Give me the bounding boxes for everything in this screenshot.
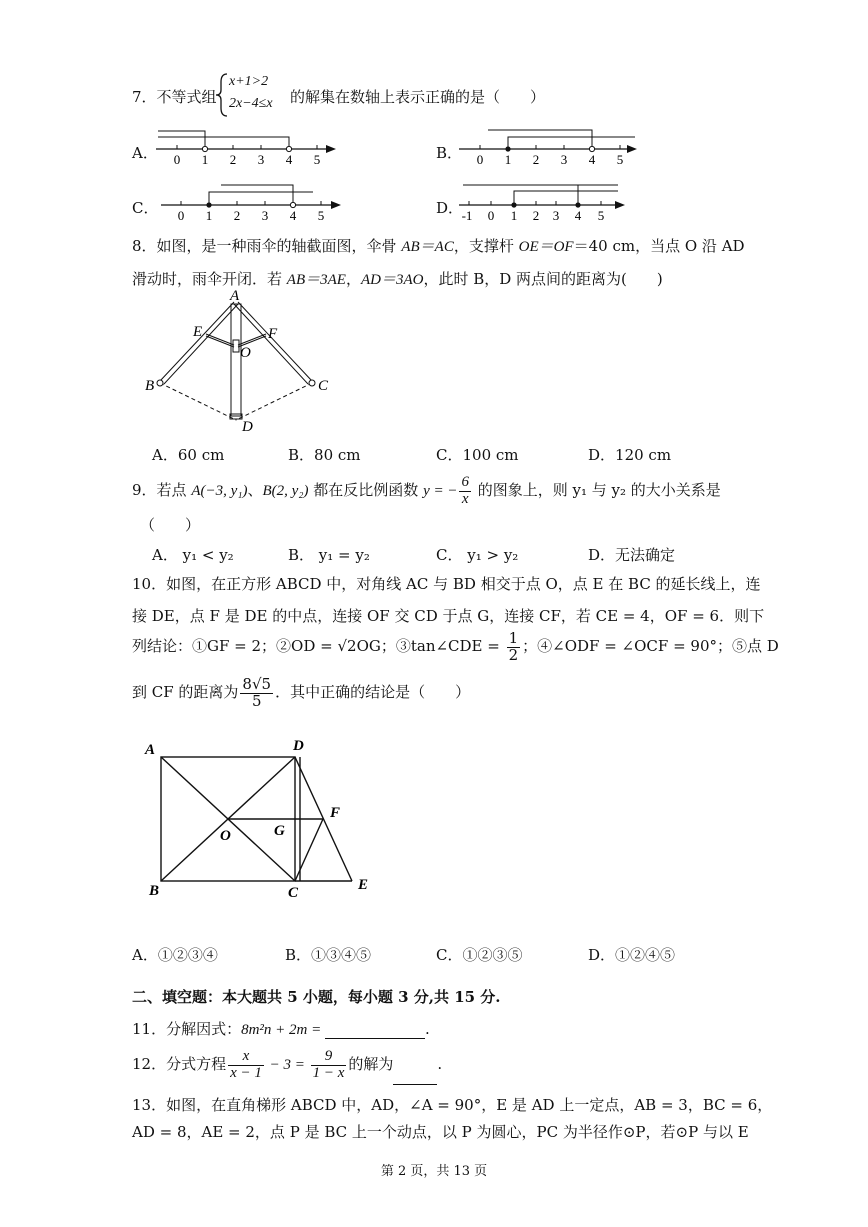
q7-number-line-a [150,124,340,168]
q13-line-1: 13．如图，在直角梯形 ABCD 中，AD，∠A = 90°，E 是 AD 上一定点，AB = 3，BC = 6， [132,1096,773,1114]
tick-label: 4 [588,152,596,167]
label-d: D [242,419,253,435]
q7-brace [215,72,229,118]
q11: 11．分解因式：8m²n + 2m = . [132,1020,430,1038]
label-o: O [220,828,231,844]
tick-label: 3 [552,208,560,223]
q8-option-d[interactable]: D．120 cm [588,446,672,464]
q8-option-a[interactable]: A．60 cm [152,446,225,464]
q9-fraction: $\frac{6}{x}$ [461,473,469,507]
tick-label: 4 [285,152,293,167]
tick-label: 0 [476,152,484,167]
q10-line-2: 接 DE，点 F 是 DE 的中点，连接 OF 交 CD 于点 G，连接 CF，若 CE = 4，OF = 6．则下 [132,607,765,625]
tick-label: 5 [317,208,325,223]
q7-number-line-b [455,124,645,168]
tick-label: 1 [510,208,518,223]
q8-option-b[interactable]: B．80 cm [288,446,361,464]
tick-label: 4 [574,208,582,223]
section-2-title: 二、填空题：本大题共 5 小题，每小题 3 分,共 15 分. [132,988,501,1006]
q12: 12．分式方程 $\frac{x}{x - 1}$ − 3 = $\frac{9}{1 - x}$ 的解为 . [132,1044,442,1085]
tick-label: 2 [532,152,540,167]
label-e: E [193,324,203,340]
q7-ineq-2: 2x−4≤x [229,96,273,111]
q10-line-4: 到 CF 的距离为 $\frac{8√5}{5}$ ．其中正确的结论是（ ） [132,674,471,710]
tick-label: 5 [597,208,605,223]
tick-label: 0 [487,208,495,223]
label-o: O [240,345,251,361]
q10-option-a[interactable]: A．①②③④ [132,946,218,964]
q13-line-2: AD = 8，AE = 2，点 P 是 BC 上一个动点，以 P 为圆心，PC 为半径作⊙P，若⊙P 与以 E [132,1123,749,1141]
q8-option-c[interactable]: C．100 cm [436,446,519,464]
tick-label: 1 [205,208,213,223]
tick-label: 5 [616,152,624,167]
q9-option-a[interactable]: A． y₁ < y₂ [152,546,234,564]
q7-stem-prefix: 7．不等式组 [132,88,217,106]
tick-label: 0 [177,208,185,223]
label-a: A [230,288,240,304]
tick-label: 2 [233,208,241,223]
tick-label: 3 [257,152,265,167]
label-b: B [149,883,160,899]
q10-square-figure [140,735,380,900]
q9-stem: 9．若点 A(−3, y₁)、B(2, y₂) 都在反比例函数 y = − $\frac{6}{x}$ 的图象上，则 y₁ 与 y₂ 的大小关系是 [132,473,721,507]
q7-number-line-c [155,180,345,224]
tick-label: 3 [261,208,269,223]
q12-answer-blank[interactable] [393,1044,437,1085]
q10-line-3: 列结论：①GF = 2；②OD = √2OG；③tan∠CDE = $\frac{1}{2}$ ；④∠ODF = ∠OCF = 90°；⑤点 D [132,628,779,664]
label-d: D [293,738,304,754]
q7-option-d-label[interactable]: D． [436,199,464,217]
page-footer: 第 2 页，共 13 页 [380,1164,488,1179]
tick-label: -1 [461,208,473,223]
tick-label: 1 [504,152,512,167]
tick-label: 4 [289,208,297,223]
tick-label: 2 [229,152,237,167]
q8-umbrella-figure [140,288,340,438]
label-a: A [145,742,156,758]
label-e: E [358,877,369,893]
q10-option-d[interactable]: D．①②④⑤ [588,946,676,964]
q10-line-1: 10．如图，在正方形 ABCD 中，对角线 AC 与 BD 相交于点 O，点 E 在 BC 的延长线上，连 [132,575,761,593]
q7-stem-suffix: 的解集在数轴上表示正确的是（ ） [290,88,546,106]
q7-ineq-1: x+1>2 [229,74,269,89]
q7-option-c-label[interactable]: C． [132,199,159,217]
label-c: C [318,378,329,394]
q10-option-b[interactable]: B．①③④⑤ [285,946,372,964]
label-g: G [274,823,285,839]
tick-label: 3 [560,152,568,167]
q8-line-1: 8．如图，是一种雨伞的轴截面图，伞骨 AB＝AC，支撑杆 OE＝OF＝40 cm，当点 O 沿 AD [132,237,745,255]
q8-line-2: 滑动时，雨伞开闭．若 AB＝3AE，AD＝3AO，此时 B，D 两点间的距离为( ) [132,270,663,288]
q7-option-b-label[interactable]: B． [436,144,463,162]
tick-label: 2 [532,208,540,223]
q7-stem [132,86,217,107]
q11-answer-blank[interactable] [325,1020,425,1039]
q9-option-c[interactable]: C． y₁ > y₂ [436,546,519,564]
tick-label: 1 [201,152,209,167]
label-c: C [288,885,299,900]
tick-label: 0 [173,152,181,167]
q7-option-a-label[interactable]: A． [132,144,158,162]
q7-number-line-d [455,180,645,224]
tick-label: 5 [313,152,321,167]
q9-answer-paren: （ ） [140,516,201,534]
q10-option-c[interactable]: C．①②③⑤ [436,946,523,964]
label-f: F [268,326,278,342]
label-b: B [145,378,155,394]
q9-option-d[interactable]: D．无法确定 [588,546,676,564]
label-f: F [330,805,341,821]
q9-option-b[interactable]: B． y₁ = y₂ [288,546,370,564]
